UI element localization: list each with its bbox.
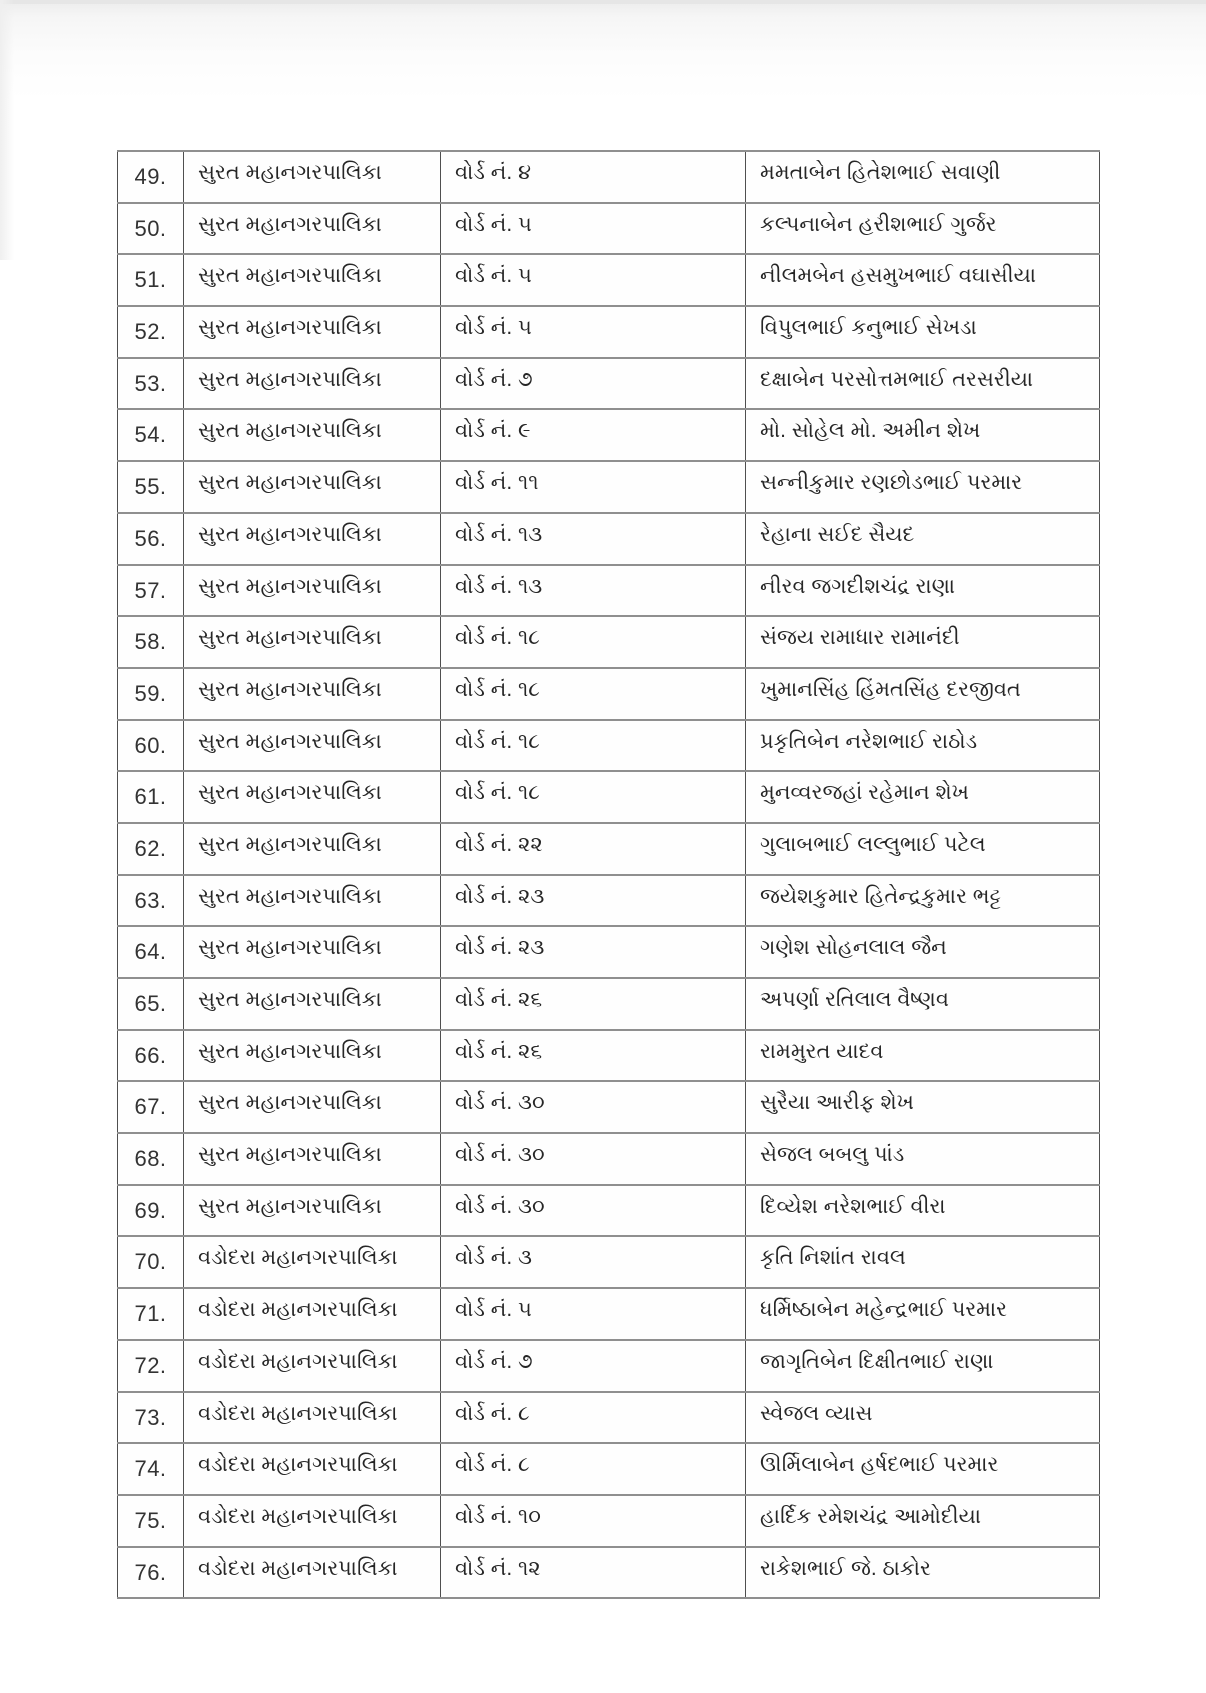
cell-person-name: સુરૈયા આરીફ શેખ bbox=[746, 1081, 1100, 1133]
cell-ward-number: વોર્ડ નં. ૨૩ bbox=[441, 926, 746, 978]
cell-person-name: ઊર્મિલાબેન હર્ષદભાઈ પરમાર bbox=[746, 1443, 1100, 1495]
cell-serial-number: 69. bbox=[118, 1185, 184, 1237]
cell-municipality: વડોદરા મહાનગરપાલિકા bbox=[184, 1547, 441, 1599]
cell-municipality: સુરત મહાનગરપાલિકા bbox=[184, 1030, 441, 1082]
cell-person-name: સન્નીકુમાર રણછોડભાઈ પરમાર bbox=[746, 461, 1100, 513]
table-row bbox=[118, 1133, 1100, 1185]
table-row bbox=[118, 1495, 1100, 1547]
cell-serial-number: 66. bbox=[118, 1030, 184, 1082]
cell-person-name: ખુમાનસિંહ હિંમતસિંહ દરજીવત bbox=[746, 668, 1100, 720]
cell-serial-number: 55. bbox=[118, 461, 184, 513]
table-row bbox=[118, 513, 1100, 565]
cell-ward-number: વોર્ડ નં. ૫ bbox=[441, 1288, 746, 1340]
cell-serial-number: 64. bbox=[118, 926, 184, 978]
cell-person-name: નીરવ જગદીશચંદ્ર રાણા bbox=[746, 565, 1100, 617]
table-row bbox=[118, 203, 1100, 255]
cell-municipality: સુરત મહાનગરપાલિકા bbox=[184, 254, 441, 306]
cell-person-name: સંજય રામાધાર રામાનંદી bbox=[746, 616, 1100, 668]
cell-ward-number: વોર્ડ નં. ૨૬ bbox=[441, 1030, 746, 1082]
table-row bbox=[118, 1185, 1100, 1237]
table-row bbox=[118, 616, 1100, 668]
cell-person-name: દક્ષાબેન પરસોત્તમભાઈ તરસરીયા bbox=[746, 358, 1100, 410]
cell-municipality: સુરત મહાનગરપાલિકા bbox=[184, 513, 441, 565]
cell-ward-number: વોર્ડ નં. ૪ bbox=[441, 151, 746, 203]
table-row bbox=[118, 1288, 1100, 1340]
cell-ward-number: વોર્ડ નં. ૨૩ bbox=[441, 875, 746, 927]
table-row bbox=[118, 926, 1100, 978]
table-row bbox=[118, 254, 1100, 306]
cell-municipality: સુરત મહાનગરપાલિકા bbox=[184, 720, 441, 772]
table-row bbox=[118, 306, 1100, 358]
cell-ward-number: વોર્ડ નં. ૩૦ bbox=[441, 1133, 746, 1185]
cell-ward-number: વોર્ડ નં. ૧૮ bbox=[441, 720, 746, 772]
cell-serial-number: 51. bbox=[118, 254, 184, 306]
cell-serial-number: 60. bbox=[118, 720, 184, 772]
table-row bbox=[118, 1081, 1100, 1133]
cell-person-name: મો. સોહેલ મો. અમીન શેખ bbox=[746, 409, 1100, 461]
cell-ward-number: વોર્ડ નં. ૧૩ bbox=[441, 513, 746, 565]
cell-person-name: રેહાના સઈદ સૈયદ bbox=[746, 513, 1100, 565]
cell-serial-number: 72. bbox=[118, 1340, 184, 1392]
cell-municipality: સુરત મહાનગરપાલિકા bbox=[184, 151, 441, 203]
cell-person-name: મુનવ્વરજહાં રહેમાન શેખ bbox=[746, 771, 1100, 823]
cell-ward-number: વોર્ડ નં. ૯ bbox=[441, 409, 746, 461]
cell-ward-number: વોર્ડ નં. ૨૨ bbox=[441, 823, 746, 875]
table-body bbox=[118, 151, 1100, 1598]
cell-serial-number: 53. bbox=[118, 358, 184, 410]
cell-person-name: રાકેશભાઈ જે. ઠાકોર bbox=[746, 1547, 1100, 1599]
cell-person-name: પ્રકૃતિબેન નરેશભાઈ રાઠોડ bbox=[746, 720, 1100, 772]
cell-person-name: અપર્ણા રતિલાલ વૈષ્ણવ bbox=[746, 978, 1100, 1030]
cell-ward-number: વોર્ડ નં. ૭ bbox=[441, 1340, 746, 1392]
cell-ward-number: વોર્ડ નં. ૧૩ bbox=[441, 565, 746, 617]
table-row bbox=[118, 1236, 1100, 1288]
cell-municipality: વડોદરા મહાનગરપાલિકા bbox=[184, 1236, 441, 1288]
table-row bbox=[118, 771, 1100, 823]
cell-ward-number: વોર્ડ નં. ૩૦ bbox=[441, 1185, 746, 1237]
cell-municipality: સુરત મહાનગરપાલિકા bbox=[184, 203, 441, 255]
table-row bbox=[118, 151, 1100, 203]
cell-serial-number: 73. bbox=[118, 1392, 184, 1444]
cell-serial-number: 49. bbox=[118, 151, 184, 203]
table-row bbox=[118, 461, 1100, 513]
cell-ward-number: વોર્ડ નં. ૨૬ bbox=[441, 978, 746, 1030]
cell-ward-number: વોર્ડ નં. ૧૮ bbox=[441, 771, 746, 823]
cell-serial-number: 71. bbox=[118, 1288, 184, 1340]
cell-serial-number: 63. bbox=[118, 875, 184, 927]
cell-ward-number: વોર્ડ નં. ૧૨ bbox=[441, 1547, 746, 1599]
cell-municipality: સુરત મહાનગરપાલિકા bbox=[184, 616, 441, 668]
cell-serial-number: 50. bbox=[118, 203, 184, 255]
cell-person-name: જાગૃતિબેન દિક્ષીતભાઈ રાણા bbox=[746, 1340, 1100, 1392]
table-row bbox=[118, 1392, 1100, 1444]
cell-person-name: કલ્પનાબેન હરીશભાઈ ગુર્જર bbox=[746, 203, 1100, 255]
cell-municipality: સુરત મહાનગરપાલિકા bbox=[184, 771, 441, 823]
cell-serial-number: 76. bbox=[118, 1547, 184, 1599]
cell-ward-number: વોર્ડ નં. ૫ bbox=[441, 254, 746, 306]
cell-serial-number: 75. bbox=[118, 1495, 184, 1547]
page-left-shadow bbox=[0, 0, 14, 260]
cell-person-name: મમતાબેન હિતેશભાઈ સવાણી bbox=[746, 151, 1100, 203]
cell-serial-number: 56. bbox=[118, 513, 184, 565]
table-row bbox=[118, 1443, 1100, 1495]
cell-municipality: સુરત મહાનગરપાલિકા bbox=[184, 1133, 441, 1185]
cell-person-name: ગુલાબભાઈ લલ્લુભાઈ પટેલ bbox=[746, 823, 1100, 875]
cell-ward-number: વોર્ડ નં. ૧૮ bbox=[441, 616, 746, 668]
cell-municipality: વડોદરા મહાનગરપાલિકા bbox=[184, 1443, 441, 1495]
table-row bbox=[118, 565, 1100, 617]
cell-municipality: સુરત મહાનગરપાલિકા bbox=[184, 978, 441, 1030]
table-row bbox=[118, 978, 1100, 1030]
cell-person-name: વિપુલભાઈ કનુભાઈ સેખડા bbox=[746, 306, 1100, 358]
cell-person-name: સેજલ બબલુ પાંડ bbox=[746, 1133, 1100, 1185]
cell-municipality: સુરત મહાનગરપાલિકા bbox=[184, 823, 441, 875]
cell-serial-number: 62. bbox=[118, 823, 184, 875]
cell-serial-number: 65. bbox=[118, 978, 184, 1030]
cell-municipality: સુરત મહાનગરપાલિકા bbox=[184, 565, 441, 617]
cell-serial-number: 52. bbox=[118, 306, 184, 358]
cell-serial-number: 68. bbox=[118, 1133, 184, 1185]
cell-municipality: સુરત મહાનગરપાલિકા bbox=[184, 461, 441, 513]
table-row bbox=[118, 720, 1100, 772]
cell-ward-number: વોર્ડ નં. ૧૧ bbox=[441, 461, 746, 513]
table-row bbox=[118, 409, 1100, 461]
page-top-shadow bbox=[0, 0, 1206, 100]
cell-person-name: ધર્મિષ્ઠાબેન મહેન્દ્રભાઈ પરમાર bbox=[746, 1288, 1100, 1340]
members-table bbox=[117, 150, 1100, 1599]
cell-ward-number: વોર્ડ નં. ૮ bbox=[441, 1443, 746, 1495]
cell-municipality: સુરત મહાનગરપાલિકા bbox=[184, 306, 441, 358]
cell-municipality: સુરત મહાનગરપાલિકા bbox=[184, 668, 441, 720]
cell-serial-number: 59. bbox=[118, 668, 184, 720]
cell-person-name: રામમુરત યાદવ bbox=[746, 1030, 1100, 1082]
cell-person-name: ગણેશ સોહનલાલ જૈન bbox=[746, 926, 1100, 978]
cell-serial-number: 57. bbox=[118, 565, 184, 617]
cell-ward-number: વોર્ડ નં. ૧૦ bbox=[441, 1495, 746, 1547]
cell-person-name: દિવ્યેશ નરેશભાઈ વીરા bbox=[746, 1185, 1100, 1237]
cell-ward-number: વોર્ડ નં. ૧૮ bbox=[441, 668, 746, 720]
cell-person-name: કૃતિ નિશાંત રાવલ bbox=[746, 1236, 1100, 1288]
cell-municipality: સુરત મહાનગરપાલિકા bbox=[184, 409, 441, 461]
table-row bbox=[118, 1340, 1100, 1392]
table-row bbox=[118, 875, 1100, 927]
cell-municipality: વડોદરા મહાનગરપાલિકા bbox=[184, 1495, 441, 1547]
cell-serial-number: 70. bbox=[118, 1236, 184, 1288]
cell-municipality: વડોદરા મહાનગરપાલિકા bbox=[184, 1340, 441, 1392]
cell-ward-number: વોર્ડ નં. ૭ bbox=[441, 358, 746, 410]
cell-municipality: સુરત મહાનગરપાલિકા bbox=[184, 875, 441, 927]
cell-municipality: સુરત મહાનગરપાલિકા bbox=[184, 358, 441, 410]
cell-ward-number: વોર્ડ નં. ૩૦ bbox=[441, 1081, 746, 1133]
page-top-edge bbox=[0, 0, 1206, 4]
cell-municipality: સુરત મહાનગરપાલિકા bbox=[184, 926, 441, 978]
cell-ward-number: વોર્ડ નં. ૫ bbox=[441, 306, 746, 358]
cell-municipality: વડોદરા મહાનગરપાલિકા bbox=[184, 1288, 441, 1340]
cell-person-name: નીલમબેન હસમુખભાઈ વઘાસીયા bbox=[746, 254, 1100, 306]
cell-serial-number: 54. bbox=[118, 409, 184, 461]
table-row bbox=[118, 668, 1100, 720]
cell-serial-number: 67. bbox=[118, 1081, 184, 1133]
cell-ward-number: વોર્ડ નં. ૩ bbox=[441, 1236, 746, 1288]
table-row bbox=[118, 1547, 1100, 1599]
cell-municipality: વડોદરા મહાનગરપાલિકા bbox=[184, 1392, 441, 1444]
cell-ward-number: વોર્ડ નં. ૮ bbox=[441, 1392, 746, 1444]
cell-person-name: હાર્દિક રમેશચંદ્ર આમોદીયા bbox=[746, 1495, 1100, 1547]
cell-municipality: સુરત મહાનગરપાલિકા bbox=[184, 1081, 441, 1133]
cell-serial-number: 58. bbox=[118, 616, 184, 668]
table-row bbox=[118, 1030, 1100, 1082]
cell-person-name: સ્વેજલ વ્યાસ bbox=[746, 1392, 1100, 1444]
table-row bbox=[118, 823, 1100, 875]
cell-municipality: સુરત મહાનગરપાલિકા bbox=[184, 1185, 441, 1237]
cell-person-name: જયેશકુમાર હિતેન્દ્રકુમાર ભટ્ટ bbox=[746, 875, 1100, 927]
cell-serial-number: 61. bbox=[118, 771, 184, 823]
cell-ward-number: વોર્ડ નં. ૫ bbox=[441, 203, 746, 255]
cell-serial-number: 74. bbox=[118, 1443, 184, 1495]
table-row bbox=[118, 358, 1100, 410]
